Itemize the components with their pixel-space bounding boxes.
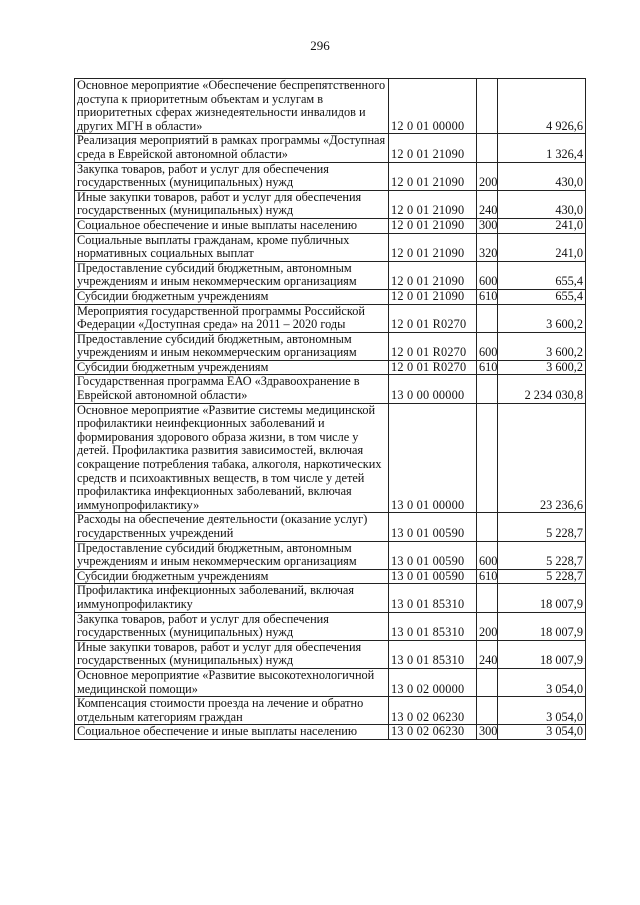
row-amount-cell: 3 600,2 bbox=[498, 360, 586, 375]
row-code-cell: 13 0 00 00000 bbox=[389, 375, 477, 403]
row-amount-cell: 3 600,2 bbox=[498, 332, 586, 360]
row-code-cell: 12 0 01 R0270 bbox=[389, 360, 477, 375]
row-type-cell: 300 bbox=[477, 218, 498, 233]
row-code-cell: 13 0 01 85310 bbox=[389, 584, 477, 612]
row-name-cell: Иные закупки товаров, работ и услуг для обеспечения государственных (муниципальных) нужд bbox=[75, 640, 389, 668]
page-number: 296 bbox=[310, 38, 330, 53]
row-code-cell: 13 0 01 00590 bbox=[389, 513, 477, 541]
row-type-cell: 300 bbox=[477, 725, 498, 740]
row-type-cell: 610 bbox=[477, 360, 498, 375]
row-code-cell: 13 0 02 00000 bbox=[389, 668, 477, 696]
row-code-cell: 13 0 02 06230 bbox=[389, 725, 477, 740]
row-type-cell bbox=[477, 134, 498, 162]
budget-table bbox=[74, 78, 586, 740]
row-name-cell: Закупка товаров, работ и услуг для обеспечения государственных (муниципальных) нужд bbox=[75, 162, 389, 190]
table-row bbox=[75, 513, 586, 541]
table-row bbox=[75, 375, 586, 403]
table-row bbox=[75, 261, 586, 289]
row-code-cell: 12 0 01 R0270 bbox=[389, 304, 477, 332]
row-type-cell: 320 bbox=[477, 233, 498, 261]
row-code-cell: 13 0 01 85310 bbox=[389, 612, 477, 640]
row-name-cell: Мероприятия государственной программы Российской Федерации «Доступная среда» на 2011 – 2020 годы bbox=[75, 304, 389, 332]
row-code-cell: 13 0 01 85310 bbox=[389, 640, 477, 668]
table-row bbox=[75, 360, 586, 375]
table-row bbox=[75, 190, 586, 218]
table-row bbox=[75, 289, 586, 304]
table-row bbox=[75, 541, 586, 569]
row-name-cell: Предоставление субсидий бюджетным, автономным учреждениям и иным некоммерческим организациям bbox=[75, 261, 389, 289]
table-body bbox=[75, 79, 586, 740]
row-type-cell bbox=[477, 697, 498, 725]
row-type-cell: 200 bbox=[477, 612, 498, 640]
row-type-cell bbox=[477, 668, 498, 696]
table-row bbox=[75, 233, 586, 261]
table-row bbox=[75, 612, 586, 640]
table-row bbox=[75, 697, 586, 725]
row-type-cell bbox=[477, 304, 498, 332]
row-amount-cell: 18 007,9 bbox=[498, 640, 586, 668]
row-type-cell bbox=[477, 584, 498, 612]
row-type-cell bbox=[477, 79, 498, 134]
table-row bbox=[75, 668, 586, 696]
table-row bbox=[75, 79, 586, 134]
row-name-cell: Расходы на обеспечение деятельности (оказание услуг) государственных учреждений bbox=[75, 513, 389, 541]
row-amount-cell: 18 007,9 bbox=[498, 612, 586, 640]
table-row bbox=[75, 725, 586, 740]
row-name-cell: Основное мероприятие «Развитие высокотехнологичной медицинской помощи» bbox=[75, 668, 389, 696]
row-name-cell: Социальные выплаты гражданам, кроме публичных нормативных социальных выплат bbox=[75, 233, 389, 261]
row-type-cell: 240 bbox=[477, 190, 498, 218]
row-name-cell: Субсидии бюджетным учреждениям bbox=[75, 569, 389, 584]
row-name-cell: Реализация мероприятий в рамках программы «Доступная среда в Еврейской автономной области» bbox=[75, 134, 389, 162]
row-amount-cell: 5 228,7 bbox=[498, 513, 586, 541]
row-amount-cell: 3 600,2 bbox=[498, 304, 586, 332]
row-code-cell: 12 0 01 21090 bbox=[389, 218, 477, 233]
row-name-cell: Государственная программа ЕАО «Здравоохранение в Еврейской автономной области» bbox=[75, 375, 389, 403]
table-row bbox=[75, 584, 586, 612]
row-amount-cell: 430,0 bbox=[498, 162, 586, 190]
row-type-cell: 610 bbox=[477, 289, 498, 304]
row-code-cell: 13 0 01 00590 bbox=[389, 569, 477, 584]
table-row bbox=[75, 304, 586, 332]
row-code-cell: 13 0 02 06230 bbox=[389, 697, 477, 725]
row-name-cell: Профилактика инфекционных заболеваний, включая иммунопрофилактику bbox=[75, 584, 389, 612]
row-code-cell: 12 0 01 R0270 bbox=[389, 332, 477, 360]
row-code-cell: 12 0 01 00000 bbox=[389, 79, 477, 134]
row-name-cell: Иные закупки товаров, работ и услуг для обеспечения государственных (муниципальных) нужд bbox=[75, 190, 389, 218]
row-name-cell: Субсидии бюджетным учреждениям bbox=[75, 289, 389, 304]
row-code-cell: 12 0 01 21090 bbox=[389, 233, 477, 261]
row-name-cell: Предоставление субсидий бюджетным, автономным учреждениям и иным некоммерческим организациям bbox=[75, 541, 389, 569]
row-type-cell: 600 bbox=[477, 541, 498, 569]
row-amount-cell: 241,0 bbox=[498, 218, 586, 233]
row-type-cell: 240 bbox=[477, 640, 498, 668]
row-amount-cell: 23 236,6 bbox=[498, 403, 586, 513]
table-row bbox=[75, 162, 586, 190]
row-amount-cell: 3 054,0 bbox=[498, 697, 586, 725]
row-code-cell: 12 0 01 21090 bbox=[389, 162, 477, 190]
table-row bbox=[75, 332, 586, 360]
table-row bbox=[75, 218, 586, 233]
row-type-cell: 600 bbox=[477, 261, 498, 289]
row-code-cell: 13 0 01 00590 bbox=[389, 541, 477, 569]
row-amount-cell: 18 007,9 bbox=[498, 584, 586, 612]
row-code-cell: 12 0 01 21090 bbox=[389, 190, 477, 218]
row-type-cell bbox=[477, 513, 498, 541]
row-amount-cell: 5 228,7 bbox=[498, 569, 586, 584]
row-amount-cell: 3 054,0 bbox=[498, 668, 586, 696]
table-row bbox=[75, 569, 586, 584]
row-code-cell: 13 0 01 00000 bbox=[389, 403, 477, 513]
row-type-cell: 600 bbox=[477, 332, 498, 360]
row-name-cell: Социальное обеспечение и иные выплаты населению bbox=[75, 218, 389, 233]
row-name-cell: Основное мероприятие «Обеспечение беспрепятственного доступа к приоритетным объектам и услугам в приоритетных сферах жизнедеятельности инвалидов и других МГН в области» bbox=[75, 79, 389, 134]
table-row bbox=[75, 134, 586, 162]
row-amount-cell: 2 234 030,8 bbox=[498, 375, 586, 403]
table-row bbox=[75, 640, 586, 668]
row-name-cell: Компенсация стоимости проезда на лечение и обратно отдельным категориям граждан bbox=[75, 697, 389, 725]
row-amount-cell: 4 926,6 bbox=[498, 79, 586, 134]
row-amount-cell: 430,0 bbox=[498, 190, 586, 218]
row-amount-cell: 1 326,4 bbox=[498, 134, 586, 162]
row-amount-cell: 241,0 bbox=[498, 233, 586, 261]
row-amount-cell: 3 054,0 bbox=[498, 725, 586, 740]
row-type-cell bbox=[477, 375, 498, 403]
row-amount-cell: 5 228,7 bbox=[498, 541, 586, 569]
row-type-cell: 200 bbox=[477, 162, 498, 190]
row-code-cell: 12 0 01 21090 bbox=[389, 261, 477, 289]
row-type-cell bbox=[477, 403, 498, 513]
row-name-cell: Основное мероприятие «Развитие системы медицинской профилактики неинфекционных заболеваний и формирования здорового образа жизни, в том числе у детей. Профилактика развития зависимостей, включая сокращение потребления табака, алкоголя, наркотических средств и психоактивных веществ, в том числе у детей профилактика инфекционных заболеваний, включая иммунопрофилактику» bbox=[75, 403, 389, 513]
row-amount-cell: 655,4 bbox=[498, 289, 586, 304]
row-name-cell: Предоставление субсидий бюджетным, автономным учреждениям и иным некоммерческим организациям bbox=[75, 332, 389, 360]
row-name-cell: Субсидии бюджетным учреждениям bbox=[75, 360, 389, 375]
table-row bbox=[75, 403, 586, 513]
row-code-cell: 12 0 01 21090 bbox=[389, 289, 477, 304]
row-type-cell: 610 bbox=[477, 569, 498, 584]
row-code-cell: 12 0 01 21090 bbox=[389, 134, 477, 162]
row-amount-cell: 655,4 bbox=[498, 261, 586, 289]
row-name-cell: Социальное обеспечение и иные выплаты населению bbox=[75, 725, 389, 740]
row-name-cell: Закупка товаров, работ и услуг для обеспечения государственных (муниципальных) нужд bbox=[75, 612, 389, 640]
